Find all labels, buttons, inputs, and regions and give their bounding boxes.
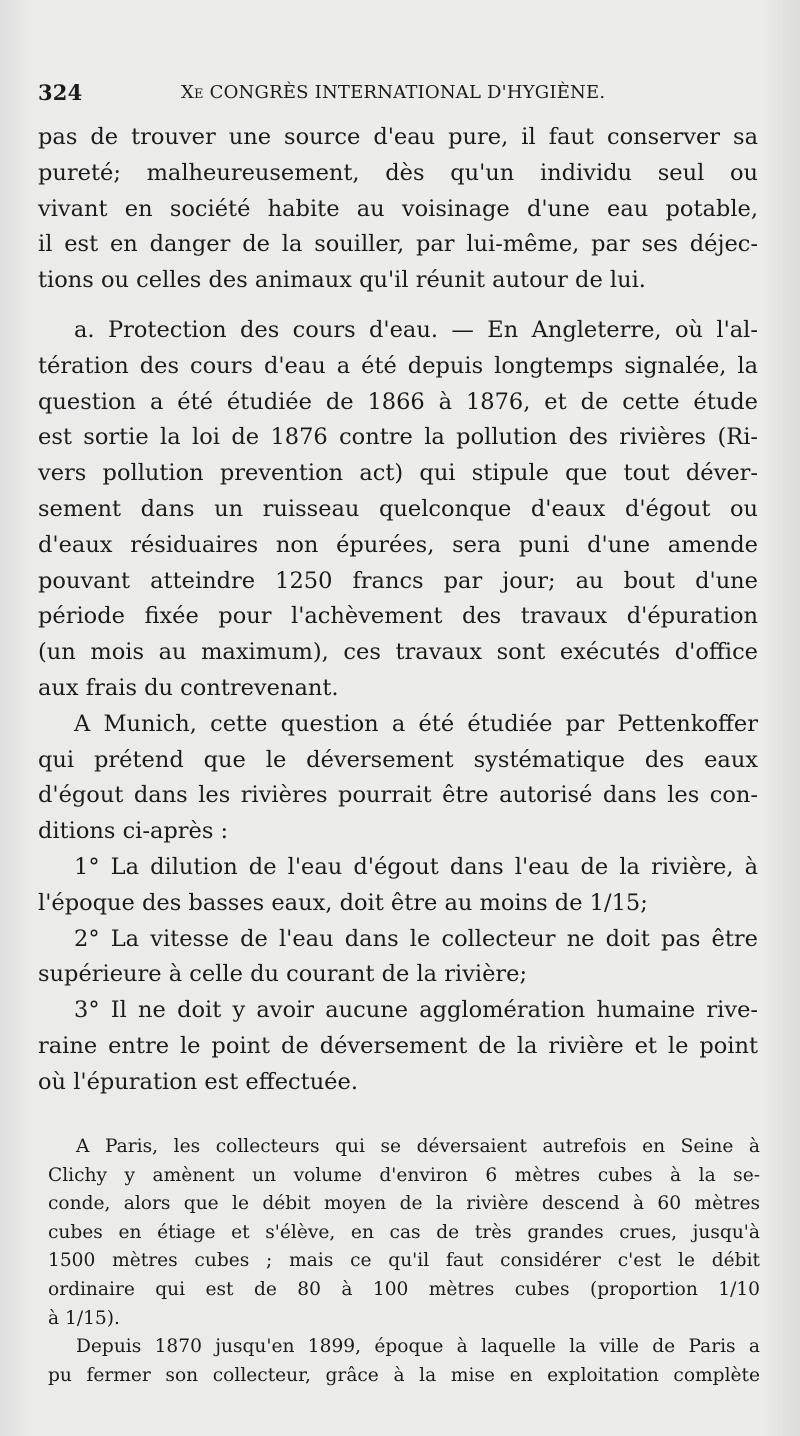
text-line: tions ou celles des animaux qu'il réunit autour de lui. bbox=[38, 267, 646, 294]
text-line: pouvant atteindre 1250 francs par jour; au bout d'une bbox=[38, 567, 758, 594]
text-line: d'égout dans les rivières pourrait être autorisé dans les con- bbox=[38, 782, 758, 809]
text-line: est sortie la loi de 1876 contre la pollution des rivières (Ri- bbox=[38, 424, 758, 451]
list-item-line: supérieure à celle du courant de la rivière; bbox=[38, 961, 528, 988]
text-line: d'eaux résiduaires non épurées, sera puni d'une amende bbox=[38, 531, 758, 558]
text-line: sement dans un ruisseau quelconque d'eaux d'égout ou bbox=[38, 495, 758, 522]
small-print-text bbox=[48, 1133, 760, 1390]
text-line: question a été étudiée de 1866 à 1876, et de cette étude bbox=[38, 388, 758, 415]
text-line: vers pollution prevention act) qui stipule que tout déver- bbox=[38, 460, 758, 487]
running-title: Xe CONGRÈS INTERNATIONAL D'HYGIÈNE. bbox=[181, 82, 606, 103]
small-text-line: 1500 mètres cubes ; mais ce qu'il faut considérer c'est le débit bbox=[48, 1250, 760, 1272]
small-text-line: conde, alors que le débit moyen de la rivière descend à 60 mètres bbox=[48, 1193, 760, 1215]
text-line: pureté; malheureusement, dès qu'un individu seul ou bbox=[38, 159, 758, 186]
list-item-line: l'époque des basses eaux, doit être au moins de 1/15; bbox=[38, 889, 648, 916]
text-line: pas de trouver une source d'eau pure, il faut conserver sa bbox=[38, 124, 758, 150]
text-line: qui prétend que le déversement systématique des eaux bbox=[38, 746, 758, 773]
small-text-line: A Paris, les collecteurs qui se déversaient autrefois en Seine à bbox=[76, 1136, 760, 1157]
small-text-line: cubes en étiage et s'élève, en cas de très grandes crues, jusqu'à bbox=[48, 1221, 760, 1243]
main-text bbox=[38, 120, 758, 1101]
text-line: période fixée pour l'achèvement des travaux d'épuration bbox=[38, 603, 758, 630]
small-text-line: Depuis 1870 jusqu'en 1899, époque à laquelle la ville de Paris a bbox=[76, 1336, 760, 1358]
text-line: (un mois au maximum), ces travaux sont exécutés d'office bbox=[38, 639, 758, 666]
text-line: il est en danger de la souiller, par lui-même, par ses déjec- bbox=[38, 231, 758, 258]
text-line: A Munich, cette question a été étudiée par Pettenkoffer bbox=[74, 710, 758, 737]
list-item-line: raine entre le point de déversement de la rivière et le point bbox=[38, 1032, 758, 1059]
text-line: tération des cours d'eau a été depuis longtemps signalée, la bbox=[38, 352, 758, 379]
list-item-line: 2° La vitesse de l'eau dans le collecteur ne doit pas être bbox=[74, 925, 758, 952]
small-text-line: Clichy y amènent un volume d'environ 6 mètres cubes à la se- bbox=[48, 1164, 760, 1186]
small-text-line: pu fermer son collecteur, grâce à la mise en exploitation complète bbox=[48, 1364, 760, 1386]
page-number: 324 bbox=[38, 80, 83, 105]
section-heading-line: a. Protection des cours d'eau. — En Angleterre, où l'al- bbox=[74, 316, 758, 343]
text-line: aux frais du contrevenant. bbox=[38, 674, 339, 701]
small-text-line: ordinaire qui est de 80 à 100 mètres cubes (proportion 1/10 bbox=[48, 1278, 760, 1300]
text-line: ditions ci-après : bbox=[38, 818, 229, 845]
list-item-line: 1° La dilution de l'eau d'égout dans l'eau de la rivière, à bbox=[74, 853, 758, 880]
list-item-line: où l'épuration est effectuée. bbox=[38, 1068, 358, 1095]
text-line: vivant en société habite au voisinage d'une eau potable, bbox=[38, 195, 758, 222]
small-text-line: à 1/15). bbox=[48, 1307, 120, 1329]
list-item-line: 3° Il ne doit y avoir aucune agglomération humaine rive- bbox=[74, 997, 758, 1024]
page-header bbox=[38, 80, 758, 112]
